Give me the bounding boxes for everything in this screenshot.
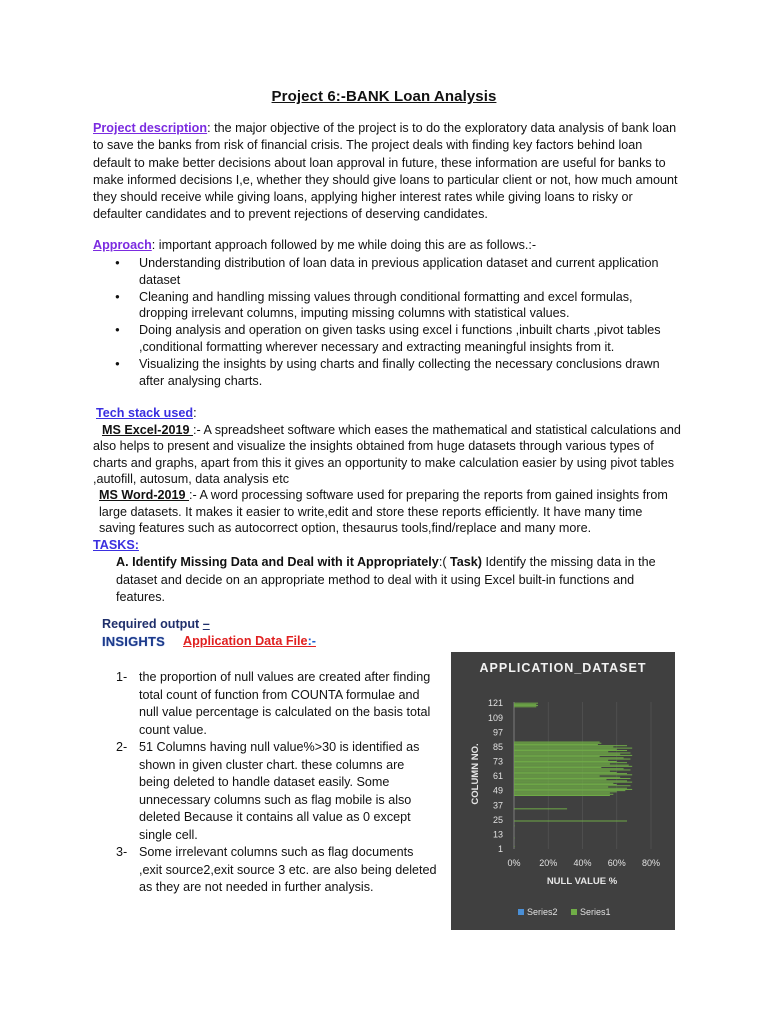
tech-stack-heading (96, 405, 686, 422)
chart-bar (514, 748, 632, 749)
chart-legend-swatch (518, 909, 524, 915)
chart-y-tick-label: 109 (487, 712, 503, 723)
tech-stack-label: Tech stack used (96, 406, 194, 420)
chart-bar (514, 773, 627, 774)
chart-legend (518, 907, 611, 917)
y-axis-label: COLUMN NO. (470, 743, 481, 805)
list-item (116, 669, 438, 739)
chart-y-ticks (488, 698, 503, 854)
chart-bar (514, 793, 610, 794)
chart-gridlines (514, 702, 651, 849)
chart-bar (514, 838, 515, 839)
chart-bar (514, 776, 600, 777)
list-item: ● Understanding distribution of loan data in previous application dataset and current application dataset (93, 255, 678, 289)
chart-bar (514, 846, 515, 847)
chart-bar (514, 825, 515, 826)
chart-x-tick-label: 80% (641, 858, 661, 868)
chart-bar (514, 746, 613, 747)
list-item: ● Cleaning and handling missing values through conditional formatting and excel formulas, dropping irrelevant columns, imputing missing columns with statistical values. (93, 289, 678, 323)
project-description (93, 120, 683, 224)
chart-bar (514, 705, 538, 706)
insights-label: INSIGHTS (102, 634, 165, 649)
ms-word-paragraph (99, 487, 679, 537)
chart-bar (514, 779, 606, 780)
chart-bar (514, 790, 625, 791)
chart-y-tick-label: 85 (492, 741, 503, 752)
chart-bar (514, 754, 620, 755)
chart-bar (514, 742, 600, 743)
chart-y-tick-label: 61 (492, 771, 503, 782)
application-data-file-label: Application Data File (183, 634, 308, 648)
chart-bar (514, 780, 627, 781)
approach-heading (93, 237, 683, 254)
insight-number: 2- (116, 740, 128, 754)
chart-bar (514, 808, 567, 809)
project-description-label: Project description (93, 121, 208, 135)
chart-bar (514, 766, 632, 767)
required-output-label: Required output (102, 617, 203, 631)
null-value-chart (451, 652, 675, 930)
list-item (116, 739, 438, 844)
tech-stack-colon: : (193, 406, 197, 420)
ms-excel-label: MS Excel-2019 (102, 423, 194, 437)
task-a-colon: :( (438, 555, 451, 569)
chart-bar (514, 786, 608, 787)
chart-bar (514, 752, 630, 753)
insight-text: 51 Columns having null value%>30 is identified as shown in given cluster chart. these columns are being deleted to handle dataset easily. Some unnecessary columns such as flag mobile is also deleted Because it contains all value as 0 except single cell. (139, 740, 420, 842)
application-data-file-suffix: :- (307, 634, 316, 648)
ms-excel-text: :- A spreadsheet software which eases the mathematical and statistical calculations and also helps to present and visualize the insights obtained from huge datasets through various types of charts and graphs, apart from this it gives an opportunity to make calculation easier by using pivot tables ,autofill, autosum, data analysis etc (93, 423, 681, 487)
insight-text: Some irrelevant columns such as flag documents ,exit source2,exit source 3 etc. are also being deleted as they are not needed in further analysis. (139, 845, 437, 894)
chart-bar (514, 749, 617, 750)
chart-x-tick-label: 60% (607, 858, 626, 868)
chart-y-tick-label: 49 (492, 785, 503, 796)
chart-bar (514, 765, 629, 766)
list-item: ● Doing analysis and operation on given tasks using excel i functions ,inbuilt charts ,pivot tables ,conditional formatting wherever necessary and extracting meaningful insights from it. (93, 322, 678, 356)
chart-x-tick-label: 0% (507, 858, 521, 868)
required-output-dash: – (202, 617, 210, 631)
insight-text: the proportion of null values are created after finding total count of function from COUNTA formulae and null value percentage is calculated on the basis total count value. (139, 670, 431, 737)
task-a-task-tag: Task) (450, 555, 482, 569)
chart-bar (514, 756, 600, 757)
chart-bar (514, 757, 624, 758)
chart-bar (514, 783, 613, 784)
approach-bullet-list (93, 255, 678, 389)
ms-excel-paragraph (93, 422, 683, 488)
application-data-file-heading (183, 634, 316, 648)
chart-bar (514, 706, 536, 707)
chart-legend-swatch (571, 909, 577, 915)
chart-bar (514, 788, 627, 789)
chart-bar (514, 755, 632, 756)
approach-text: : important approach followed by me while doing this are as follows.:- (151, 238, 537, 252)
chart-x-tick-label: 40% (573, 858, 592, 868)
chart-bar (514, 821, 627, 822)
insights-list (116, 669, 438, 897)
chart-y-tick-label: 121 (487, 698, 503, 709)
chart-bar (514, 772, 617, 773)
chart-x-tick-label: 20% (539, 858, 558, 868)
chart-bar (514, 774, 632, 775)
chart-bar (514, 771, 610, 772)
chart-canvas (451, 652, 675, 930)
required-output-heading (102, 617, 210, 631)
chart-bar (514, 744, 598, 745)
list-item (116, 844, 438, 897)
chart-bar (514, 768, 624, 769)
chart-bar (514, 789, 632, 790)
page-title: Project 6:-BANK Loan Analysis (271, 88, 497, 105)
chart-y-tick-label: 37 (492, 800, 503, 811)
chart-bar (514, 760, 608, 761)
chart-bar (514, 759, 630, 760)
chart-bar (514, 769, 630, 770)
chart-bar (514, 751, 608, 752)
chart-bar (514, 763, 610, 764)
approach-label: Approach (93, 238, 152, 252)
project-description-text: : the major objective of the project is to do the exploratory data analysis of bank loan to save the banks from risk of financial crisis. The project deals with finding key factors behind loan default to make better decisions about loan approval in future, these information are useful for banks to make informed decisions I,e, whether they should give loans to particular client or not, how much amount they should receive while giving loans, applying higher interest rates while giving loans to risky or defaulter candidates and to prevent rejections of deserving candidates. (93, 121, 678, 222)
chart-bar (514, 794, 613, 795)
chart-bar (514, 704, 536, 705)
chart-bar (514, 782, 632, 783)
insight-number: 3- (116, 845, 128, 859)
chart-bar (514, 761, 617, 762)
chart-bar (514, 795, 610, 796)
chart-title: APPLICATION_DATASET (479, 661, 647, 675)
chart-x-ticks (507, 858, 660, 868)
chart-legend-label: Series1 (580, 907, 611, 917)
task-a-text: Identify the missing data in the dataset and decide on an appropriate method to deal with it using Excel built-in functions and features. (116, 555, 656, 604)
chart-y-tick-label: 13 (492, 829, 503, 840)
chart-bar (514, 784, 617, 785)
chart-bar (514, 777, 620, 778)
chart-bar (514, 762, 627, 763)
x-axis-label: NULL VALUE % (546, 876, 618, 887)
chart-bar (514, 791, 617, 792)
chart-bars (514, 703, 632, 847)
chart-bar (514, 743, 601, 744)
chart-bar (514, 745, 627, 746)
task-a-paragraph (116, 554, 661, 607)
ms-word-text: :- A word processing software used for preparing the reports from gained insights from large datasets. It makes it easier to write,edit and store these reports efficiently. It have many time saving features such as autocorrect option, thesaurus tools,find/replace and many more. (99, 488, 668, 536)
chart-bar (514, 767, 601, 768)
chart-y-tick-label: 73 (492, 756, 503, 767)
chart-bar (514, 703, 538, 704)
chart-bar (514, 778, 630, 779)
insight-number: 1- (116, 670, 128, 684)
chart-y-tick-label: 97 (492, 727, 503, 738)
list-item: ● Visualizing the insights by using charts and finally collecting the necessary conclusions drawn after analysing charts. (93, 356, 678, 390)
chart-bar (514, 750, 627, 751)
task-a-title: A. Identify Missing Data and Deal with it Appropriately (116, 555, 439, 569)
tasks-heading (93, 537, 293, 554)
ms-word-label: MS Word-2019 (99, 488, 190, 502)
chart-legend-label: Series2 (527, 907, 558, 917)
chart-y-tick-label: 25 (492, 814, 503, 825)
tasks-label: TASKS: (93, 538, 139, 552)
chart-bar (514, 785, 630, 786)
chart-y-tick-label: 1 (497, 844, 503, 854)
